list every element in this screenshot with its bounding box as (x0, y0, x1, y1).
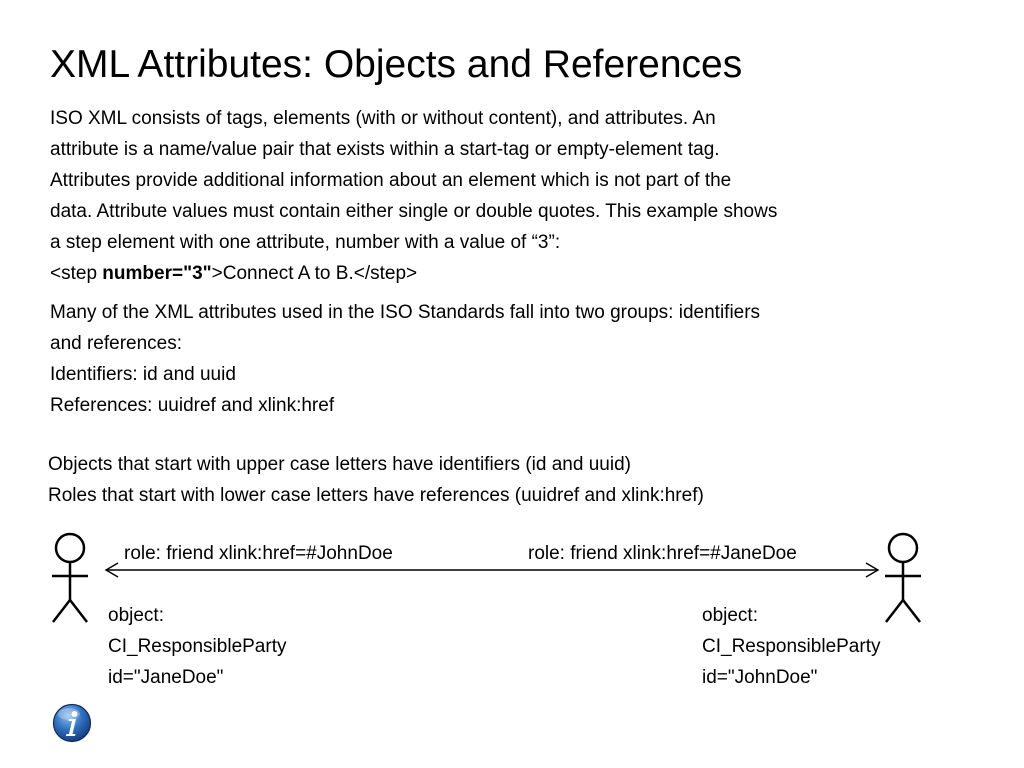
bidirectional-arrow (104, 562, 880, 578)
object-class: CI_ResponsibleParty (108, 636, 287, 657)
object-label-right (702, 600, 880, 693)
object-id: id="JaneDoe" (108, 667, 224, 688)
code-attribute: number="3" (102, 263, 212, 284)
stick-figure-icon (881, 530, 925, 625)
role-label-right: role: friend xlink:href=#JaneDoe (528, 543, 797, 564)
objects-paragraph (48, 449, 968, 511)
groups-paragraph (50, 297, 970, 421)
intro-line: ISO XML consists of tags, elements (with or without content), and attributes. An (50, 108, 716, 129)
intro-line: attribute is a name/value pair that exists within a start-tag or empty-element tag. (50, 139, 720, 160)
groups-line: Many of the XML attributes used in the ISO Standards fall into two groups: identifiers (50, 302, 761, 323)
object-role-diagram (0, 520, 1024, 700)
slide-title: XML Attributes: Objects and References (50, 43, 743, 86)
object-id: id="JohnDoe" (702, 667, 818, 688)
intro-line: a step element with one attribute, number with a value of “3”: (50, 232, 561, 253)
intro-line: data. Attribute values must contain either single or double quotes. This example shows (50, 201, 778, 222)
objects-line: Objects that start with upper case letters have identifiers (id and uuid) (48, 454, 631, 475)
role-label-left: role: friend xlink:href=#JohnDoe (124, 543, 393, 564)
intro-line: Attributes provide additional information about an element which is not part of the (50, 170, 732, 191)
code-start-tag: <step (50, 263, 103, 284)
info-icon[interactable] (52, 703, 92, 743)
roles-line: Roles that start with lower case letters have references (uuidref and xlink:href) (48, 485, 704, 506)
stick-figure-icon (48, 530, 92, 625)
object-heading: object: (108, 605, 164, 626)
intro-paragraph (50, 103, 970, 289)
object-heading: object: (702, 605, 758, 626)
code-end: >Connect A to B.</step> (211, 263, 418, 284)
identifiers-line: Identifiers: id and uuid (50, 364, 236, 385)
code-example (50, 258, 970, 289)
object-class: CI_ResponsibleParty (702, 636, 881, 657)
references-line: References: uuidref and xlink:href (50, 395, 335, 416)
object-label-left (108, 600, 286, 693)
groups-line: and references: (50, 333, 183, 354)
